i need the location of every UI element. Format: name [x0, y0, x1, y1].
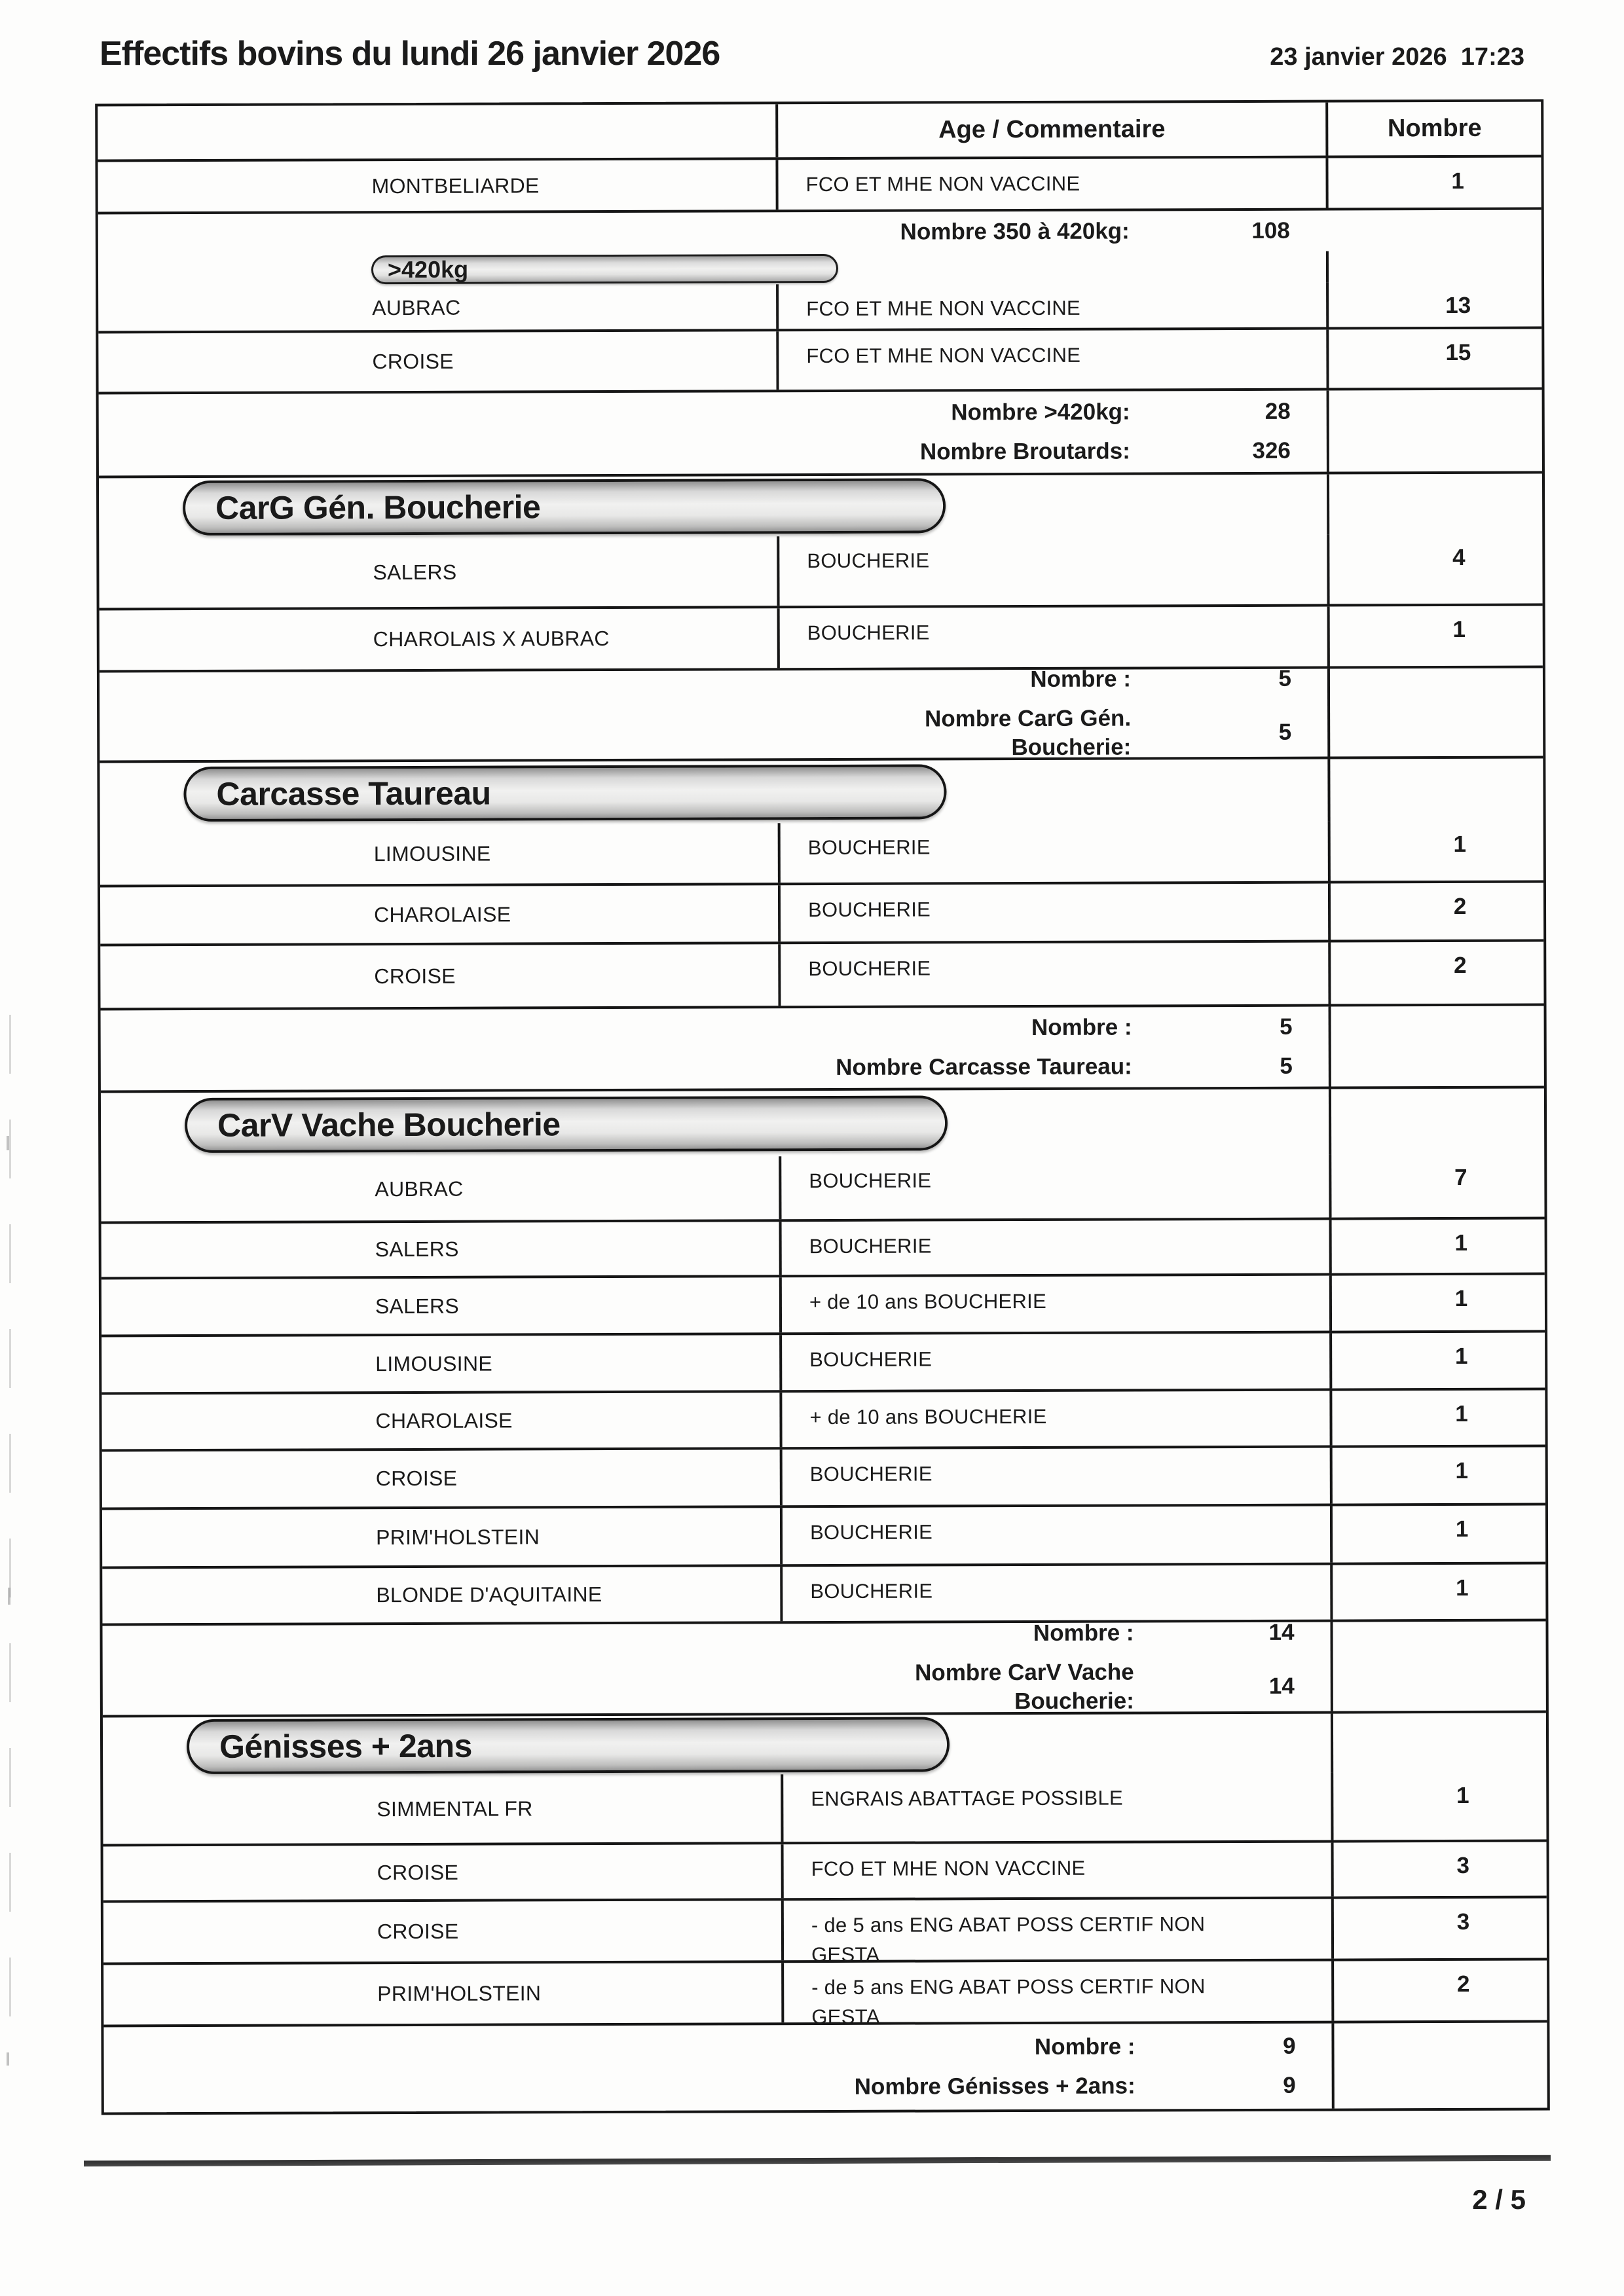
subtotal-value: 5	[1280, 1053, 1293, 1079]
subtotal-line	[100, 665, 1327, 697]
count-cell: 4	[1327, 534, 1542, 604]
table-row	[103, 1842, 1547, 1903]
empty-count-cell	[1329, 1089, 1544, 1155]
subtotal-row	[98, 210, 1541, 255]
comment-cell: FCO ET MHE NON VACCINE	[781, 1843, 1331, 1899]
subtotal-value: 9	[1283, 2072, 1296, 2098]
livestock-table	[95, 100, 1550, 2115]
empty-count-cell	[1326, 210, 1541, 251]
subtotal-block	[100, 665, 1327, 761]
comment-cell: BOUCHERIE	[779, 1155, 1329, 1220]
breed-cell: SALERS	[375, 1294, 460, 1318]
subtotal-line	[104, 2071, 1332, 2104]
subtotal-value: 14	[1268, 1619, 1295, 1646]
subtotal-row	[99, 390, 1542, 479]
subtotal-label: Nombre CarG Gén. Boucherie:	[924, 705, 1132, 760]
subtotal-value: 5	[1278, 665, 1292, 692]
breed-cell: SALERS	[375, 1237, 459, 1262]
breed-cell: CHAROLAISE	[375, 1408, 513, 1433]
empty-count-cell	[1330, 1622, 1545, 1711]
scan-speck	[7, 1136, 9, 1150]
table-row	[98, 282, 1541, 334]
subtotal-label: Nombre CarV Vache Boucherie:	[915, 1659, 1134, 1714]
section-pill: CarG Gén. Boucherie	[183, 478, 946, 536]
section-row	[100, 759, 1543, 826]
document-header	[100, 34, 1524, 73]
count-cell: 3	[1331, 1899, 1547, 1959]
subtotal-line	[101, 1013, 1329, 1046]
section-row	[99, 474, 1542, 539]
table-row	[102, 1506, 1545, 1569]
table-row	[98, 158, 1541, 215]
section-pill: Génisses + 2ans	[187, 1717, 950, 1774]
breed-cell: BLONDE D'AQUITAINE	[376, 1582, 602, 1607]
subtotal-line	[103, 1658, 1331, 1719]
comment-cell: BOUCHERIE	[780, 1506, 1330, 1565]
breed-cell: AUBRAC	[375, 1176, 464, 1201]
table-row	[103, 1772, 1546, 1847]
subtotal-row	[103, 2023, 1547, 2113]
subtotal-block	[102, 1619, 1330, 1715]
breed-cell: MONTBELIARDE	[371, 173, 540, 198]
subtotal-label: Nombre :	[1030, 666, 1132, 693]
comment-cell: FCO ET MHE NON VACCINE	[776, 330, 1326, 390]
subtotal-line	[100, 704, 1327, 765]
subtotal-value: 5	[1278, 719, 1292, 745]
subtotal-line	[102, 1618, 1330, 1651]
subtotal-label: Nombre :	[1033, 1620, 1134, 1647]
comment-cell: - de 5 ans ENG ABAT POSS CERTIF NON GESTA	[781, 1899, 1331, 1961]
table-row	[100, 883, 1543, 947]
nombre-header: Nombre	[1325, 102, 1541, 156]
subtotal-value: 326	[1252, 437, 1291, 464]
count-cell: 2	[1328, 942, 1543, 1004]
table-row	[101, 1391, 1545, 1452]
count-cell: 3	[1331, 1842, 1547, 1897]
comment-cell: BOUCHERIE	[777, 607, 1327, 668]
comment-cell: ENGRAIS ABATTAGE POSSIBLE	[781, 1773, 1331, 1842]
count-cell: 2	[1331, 1961, 1547, 2021]
subtotal-label: Nombre Broutards:	[919, 438, 1130, 465]
count-cell: 15	[1326, 329, 1541, 388]
page-title: Effectifs bovins du lundi 26 janvier 2026	[100, 35, 720, 73]
table-row	[100, 821, 1543, 888]
count-cell: 1	[1329, 1333, 1545, 1389]
scan-edge-artifact	[9, 1015, 11, 2023]
count-cell: 7	[1329, 1154, 1544, 1218]
count-cell: 1	[1329, 1275, 1545, 1331]
comment-cell: - de 5 ans ENG ABAT POSS CERTIF NON GESTA	[781, 1961, 1331, 2023]
breed-cell: CROISE	[375, 1466, 458, 1491]
subtotal-block	[99, 391, 1327, 476]
section-row	[101, 1089, 1544, 1159]
subtotal-value: 5	[1280, 1013, 1293, 1040]
weight-band-row	[98, 251, 1541, 287]
section-wrap	[100, 759, 1327, 826]
table-row	[101, 1275, 1545, 1338]
comment-cell: BOUCHERIE	[778, 822, 1328, 883]
table-row	[100, 942, 1543, 1011]
table-row	[102, 1565, 1545, 1626]
breed-cell: LIMOUSINE	[373, 841, 491, 866]
subtotal-label: Nombre :	[1031, 1014, 1132, 1041]
count-cell: 1	[1328, 821, 1543, 881]
table-header-row	[98, 102, 1541, 162]
age-comment-header: Age / Commentaire	[775, 103, 1325, 158]
count-cell: 1	[1325, 158, 1541, 208]
count-cell: 2	[1328, 883, 1543, 940]
scan-speck	[7, 2052, 9, 2066]
section-row	[103, 1713, 1546, 1777]
subtotal-value: 108	[1251, 217, 1290, 244]
count-cell: 1	[1329, 1220, 1545, 1273]
section-wrap	[99, 475, 1327, 539]
table-row	[101, 1333, 1545, 1395]
subtotal-label: Nombre Carcasse Taureau:	[836, 1053, 1132, 1080]
comment-cell: BOUCHERIE	[777, 535, 1327, 606]
comment-cell: BOUCHERIE	[778, 884, 1328, 942]
comment-cell: + de 10 ans BOUCHERIE	[779, 1391, 1329, 1448]
comment-cell: BOUCHERIE	[779, 1334, 1329, 1391]
scan-speck	[8, 1588, 10, 1605]
comment-cell: BOUCHERIE	[780, 1565, 1330, 1622]
subtotal-value: 9	[1282, 2033, 1296, 2059]
subtotal-line	[103, 2032, 1331, 2065]
table-row	[103, 1961, 1547, 2028]
table-row	[99, 534, 1542, 611]
subtotal-line	[99, 397, 1327, 430]
breed-cell: AUBRAC	[372, 295, 461, 319]
footer-rule	[84, 2155, 1551, 2167]
count-cell: 1	[1331, 1772, 1546, 1840]
empty-count-cell	[1327, 668, 1543, 757]
subtotal-label: Nombre >420kg:	[951, 399, 1130, 426]
comment-cell: BOUCHERIE	[778, 943, 1328, 1006]
empty-count-cell	[1327, 390, 1542, 472]
count-cell: 1	[1327, 606, 1543, 666]
count-cell: 1	[1330, 1448, 1545, 1504]
subtotal-value: 28	[1264, 398, 1291, 424]
table-row	[101, 1220, 1545, 1280]
table-row	[98, 329, 1541, 395]
section-wrap	[101, 1089, 1329, 1159]
comment-cell: FCO ET MHE NON VACCINE	[775, 158, 1325, 210]
breed-cell: CROISE	[374, 964, 456, 988]
breed-cell: SALERS	[373, 560, 457, 584]
section-pill: CarV Vache Boucherie	[185, 1095, 948, 1153]
table-row	[102, 1448, 1545, 1510]
count-cell: 13	[1326, 282, 1541, 327]
breed-cell: CROISE	[377, 1919, 459, 1944]
breed-header-cell	[98, 104, 775, 159]
section-wrap	[103, 1714, 1331, 1777]
subtotal-line	[101, 1052, 1329, 1085]
empty-count-cell	[1326, 251, 1541, 283]
subtotal-label: Nombre 350 à 420kg:	[900, 218, 1130, 245]
breed-cell: CHAROLAIS X AUBRAC	[373, 627, 610, 651]
breed-cell: CHAROLAISE	[374, 902, 511, 926]
comment-cell: FCO ET MHE NON VACCINE	[776, 283, 1326, 329]
subtotal-row	[101, 1006, 1544, 1093]
section-pill: Carcasse Taureau	[183, 764, 946, 822]
comment-cell: BOUCHERIE	[779, 1220, 1329, 1275]
subtotal-block	[103, 2024, 1331, 2113]
empty-count-cell	[1327, 759, 1543, 822]
comment-cell: + de 10 ans BOUCHERIE	[779, 1276, 1329, 1333]
table-row	[101, 1154, 1544, 1224]
breed-cell: LIMOUSINE	[375, 1351, 493, 1376]
subtotal-block	[101, 1007, 1329, 1091]
count-cell: 1	[1330, 1565, 1545, 1620]
subtotal-label: Nombre Génisses + 2ans:	[854, 2073, 1135, 2100]
breed-cell: CROISE	[372, 349, 454, 374]
count-cell: 1	[1329, 1391, 1545, 1446]
empty-count-cell	[1329, 1006, 1544, 1087]
table-row	[100, 606, 1543, 673]
empty-count-cell	[1331, 2023, 1547, 2109]
print-timestamp: 23 janvier 2026 17:23	[1270, 43, 1524, 71]
empty-count-cell	[1331, 1713, 1546, 1773]
breed-cell: PRIM'HOLSTEIN	[377, 1981, 542, 2006]
subtotal-label: Nombre :	[1034, 2033, 1135, 2060]
subtotal-line	[99, 437, 1327, 469]
empty-count-cell	[1327, 474, 1542, 535]
subtotal-row	[100, 665, 1543, 763]
breed-cell: CROISE	[377, 1860, 459, 1884]
breed-cell: PRIM'HOLSTEIN	[376, 1524, 540, 1549]
subtotal-line	[98, 217, 1326, 249]
subtotal-row	[102, 1619, 1545, 1718]
breed-cell: SIMMENTAL FR	[377, 1796, 533, 1821]
weight-band-wrap	[98, 251, 1326, 287]
count-cell: 1	[1330, 1506, 1545, 1563]
page-number: 2 / 5	[1472, 2184, 1526, 2215]
subtotal-block	[98, 211, 1326, 255]
table-row	[103, 1899, 1547, 1965]
subtotal-value: 14	[1268, 1673, 1295, 1699]
weight-band-pill: >420kg	[371, 254, 838, 284]
comment-cell: BOUCHERIE	[780, 1448, 1330, 1506]
